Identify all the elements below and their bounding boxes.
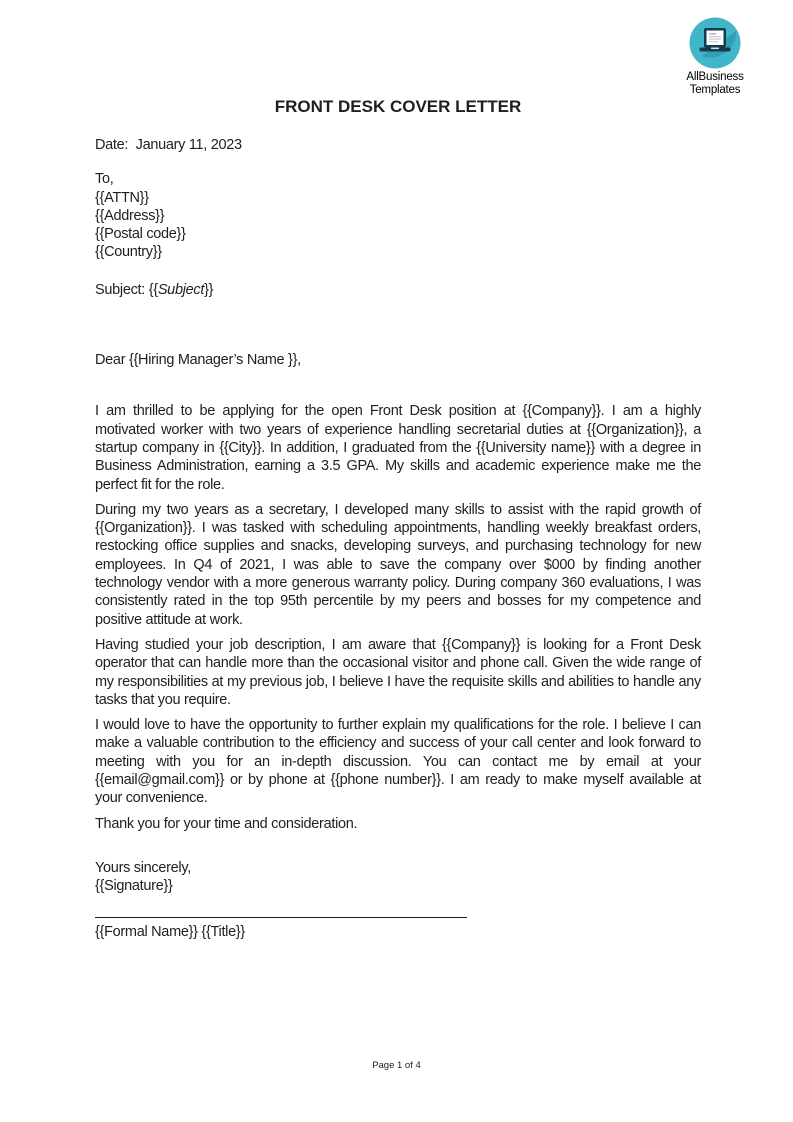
subject-prefix: Subject: {{ [95,281,158,298]
subject-suffix: }} [204,281,214,298]
salutation: Dear {{Hiring Manager’s Name }}, [95,352,301,369]
thanks-line: Thank you for your time and consideration. [95,815,358,832]
subject-line [95,281,701,299]
recipient-line-address: {{Address}} [95,207,165,224]
subject-value: Subject [157,281,205,298]
recipient-line-postal-code: {{Postal code}} [95,226,186,243]
date-line: Date: January 11, 2023 [95,137,242,153]
paragraph-intro: I am thrilled to be applying for the open Front Desk position at {{Company}}. I am a highly motivated worker with two years of experience handling secretarial duties at {{Organization}}, a startup company in {{City}}. In addition, I graduated from the {{University name}} with a degree in Business Administration, earning a 3.5 GPA. My skills and academic experience make me the perfect fit for the role. [95,403,701,493]
signature-placeholder: {{Signature}} [95,878,173,895]
signature-rule [95,917,467,918]
paragraph-contact: I would love to have the opportunity to further explain my qualifications for the role. I believe I can make a valuable contribution to the efficiency and success of your call center and look forward to meeting with you for an in-depth discussion. You can contact me by email at your {{email@gmail.com}} or by phone at {{phone number}}. I am ready to make myself available at your convenience. [95,717,701,807]
recipient-line-attn: {{ATTN}} [95,189,149,206]
closing-block [95,859,701,896]
brand-name-line2: Templates [689,84,741,96]
document-title: FRONT DESK COVER LETTER [274,97,522,116]
paragraph-experience: During my two years as a secretary, I developed many skills to assist with the rapid growth of {{Organization}}. I was tasked with scheduling appointments, handling weekly breakfast orders, restocking office supplies and snacks, developing surveys, and purchasing technology for new employees. In Q4 of 2021, I was able to save the company over $000 by finding another technology vendor with a more generous warranty policy. During company 360 evaluations, I was consistently rated in the top 95th percentile by my peers and bosses for my competence and positive attitude at work. [95,501,701,628]
recipient-block [95,170,701,261]
signature-name: {{Formal Name}} {{Title}} [95,923,245,940]
recipient-line-to: To, [95,171,114,188]
recipient-line-country: {{Country}} [95,244,162,261]
brand-name-line1: AllBusiness [686,71,744,83]
closing-line: Yours sincerely, [95,859,191,876]
page-footer: Page 1 of 4 [372,1060,421,1071]
letter-body [95,0,701,941]
paragraph-job-fit: Having studied your job description, I am aware that {{Company}} is looking for a Front Desk operator that can handle more than the occasional visitor and phone call. Given the wide range of my responsibilities at my previous job, I believe I have the requisite skills and abilities to handle any tasks that you require. [95,636,701,708]
